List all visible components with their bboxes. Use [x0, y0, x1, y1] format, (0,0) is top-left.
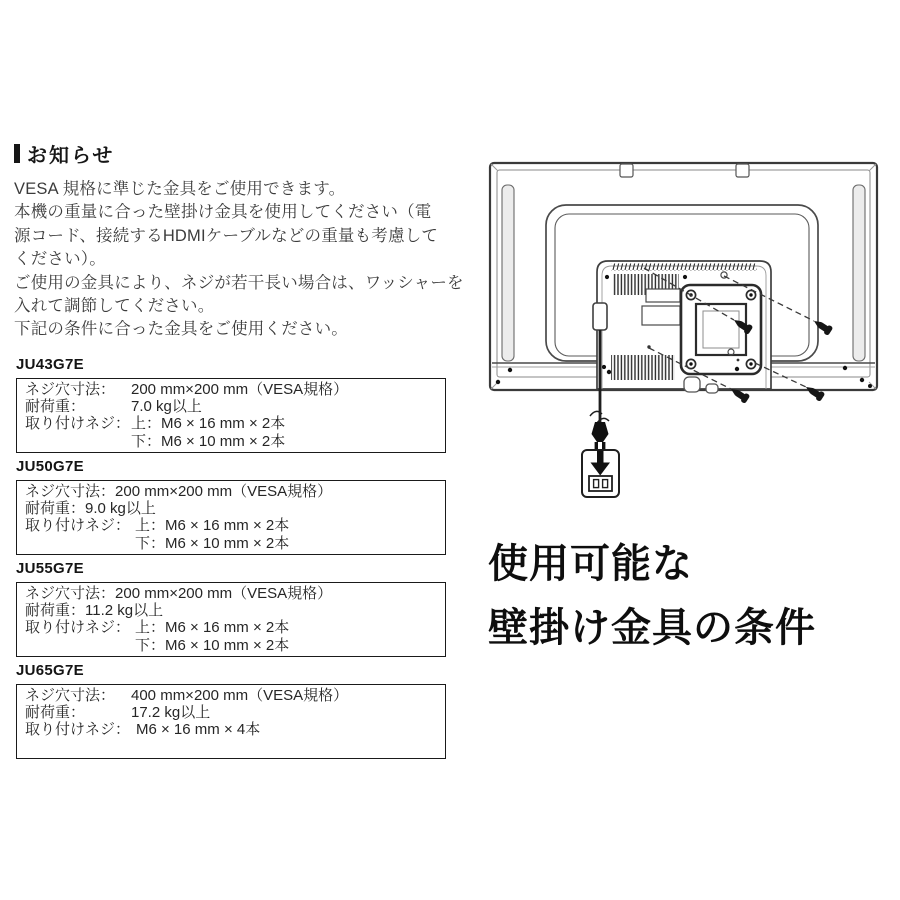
connector-cutout: [642, 306, 680, 325]
spec-table-ju65g7e: [16, 662, 446, 759]
screw-spec-bottom: 下：M6 × 10 mm × 2本: [135, 534, 290, 552]
cord-clip: [593, 303, 607, 330]
spec-label: 取り付けネジ：: [25, 415, 131, 433]
notice-heading-text: お知らせ: [27, 145, 115, 167]
spec-value: 11.2 kg以上: [85, 602, 164, 620]
spec-value: 200 mm×200 mm（VESA規格）: [131, 381, 349, 398]
spec-box: [16, 582, 446, 657]
spec-value: 400 mm×200 mm（VESA規格）: [131, 687, 349, 704]
top-tab: [736, 164, 749, 177]
spec-value: [130, 619, 289, 653]
screw-spec-top: 上：M6 × 16 mm × 2本: [131, 415, 286, 433]
spec-label: ネジ穴寸法：: [25, 585, 116, 602]
top-tab: [620, 164, 633, 177]
model-label: JU65G7E: [16, 662, 84, 679]
spec-label: ネジ穴寸法：: [25, 687, 116, 704]
tv-rear-diagram: [484, 158, 884, 508]
spec-value: 200 mm×200 mm（VESA規格）: [115, 585, 333, 602]
side-slot-left: [502, 185, 514, 361]
screw-spec-bottom: 下：M6 × 10 mm × 2本: [131, 432, 286, 450]
spec-value: 17.2 kg以上: [131, 704, 211, 722]
power-plug-icon: [592, 422, 609, 449]
notice-text-line: VESA 規格に準じた金具をご使用できます。: [14, 180, 346, 198]
notice-text-line: 本機の重量に合った壁掛け金具を使用してください（電: [14, 203, 432, 222]
notice-section: [14, 139, 466, 342]
notice-heading: [14, 139, 466, 168]
vent-grille-bottom: [611, 355, 675, 380]
spec-table-ju55g7e: [16, 560, 446, 657]
spec-table-ju50g7e: [16, 458, 446, 555]
model-label: JU50G7E: [16, 458, 84, 475]
screw-spec-bottom: 下：M6 × 10 mm × 2本: [135, 636, 290, 654]
notice-text-line: ください）。: [14, 250, 106, 269]
wall-outlet-icon: [582, 450, 619, 497]
heading-bar: [14, 144, 20, 163]
side-slot-right: [853, 185, 865, 361]
spec-label: 耐荷重：: [25, 704, 86, 722]
notice-text-line: 源コード、接続するHDMIケーブルなどの重量も考慮して: [14, 226, 439, 245]
notice-text-line: ご使用の金具により、ネジが若干長い場合は、ワッシャーを: [14, 273, 464, 292]
hatch-strip: [611, 264, 757, 271]
spec-label: ネジ穴寸法：: [25, 381, 116, 398]
spec-box: [16, 480, 446, 555]
caption-line-1: 使用可能な: [488, 542, 693, 586]
spec-label: 取り付けネジ：: [25, 721, 131, 739]
connector-cutout: [646, 289, 680, 302]
model-label: JU55G7E: [16, 560, 84, 577]
spec-label: 耐荷重：: [25, 500, 86, 518]
caption-line-2: 壁掛け金具の条件: [488, 606, 816, 650]
spec-table-ju43g7e: [16, 356, 446, 453]
spec-label: 耐荷重：: [25, 398, 86, 416]
spec-label: ネジ穴寸法：: [25, 483, 116, 500]
spec-label: 取り付けネジ：: [25, 517, 131, 535]
model-label: JU43G7E: [16, 356, 84, 373]
spec-box: [16, 378, 446, 453]
spec-value: M6 × 16 mm × 4本: [136, 721, 261, 739]
screw-spec-top: 上：M6 × 16 mm × 2本: [135, 619, 290, 637]
mount-hole: [746, 359, 755, 368]
diagram-container: [484, 158, 884, 508]
spec-value: 7.0 kg以上: [131, 398, 202, 416]
spec-label: 取り付けネジ：: [25, 619, 131, 637]
notice-body: [14, 178, 466, 342]
spec-value: [131, 415, 285, 449]
spec-box: [16, 684, 446, 759]
page-caption: [488, 541, 816, 652]
spec-value: 200 mm×200 mm（VESA規格）: [115, 483, 333, 500]
notice-text-line: 下記の条件に合った金具をご使用ください。: [14, 320, 348, 339]
screw-spec-top: 上：M6 × 16 mm × 2本: [135, 517, 290, 535]
spec-value: [130, 517, 289, 551]
notice-text-line: 入れて調節してください。: [14, 297, 215, 316]
spec-tables: [16, 356, 446, 760]
spec-label: 耐荷重：: [25, 602, 86, 620]
spec-value: 9.0 kg以上: [85, 500, 156, 518]
